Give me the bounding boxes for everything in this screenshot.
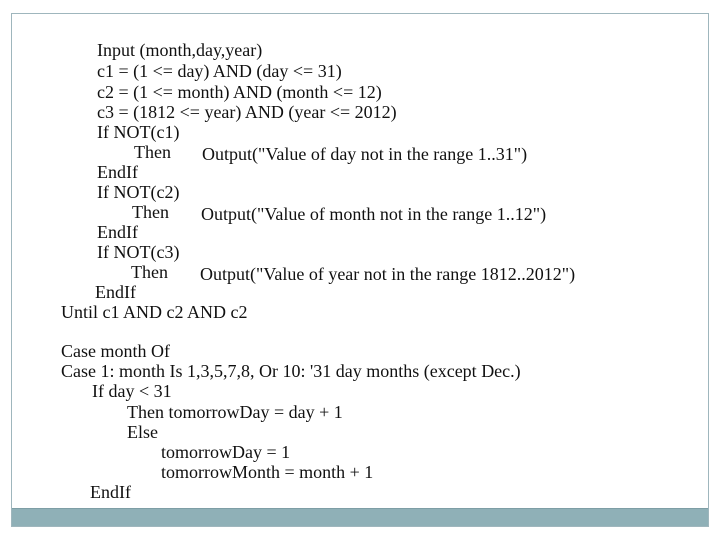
code-line: Case month Of (61, 341, 170, 361)
code-line: tomorrowDay = 1 (161, 442, 291, 462)
code-line: Case 1: month Is 1,3,5,7,8, Or 10: '31 day months (except Dec.) (61, 361, 521, 381)
pseudocode-block (12, 14, 576, 554)
code-line: EndIf (97, 162, 138, 182)
code-line: If day < 31 (92, 381, 172, 401)
code-line: Else (127, 422, 158, 442)
code-line: If NOT(c3) (97, 242, 180, 262)
code-line: If NOT(c2) (97, 182, 180, 202)
footer-bar (12, 508, 708, 526)
code-line: c1 = (1 <= day) AND (day <= 31) (97, 61, 342, 81)
code-line: EndIf (97, 222, 138, 242)
code-line: Output("Value of day not in the range 1..31") (202, 144, 528, 164)
code-line: Then (131, 262, 168, 282)
code-line: Then (134, 142, 171, 162)
code-line: tomorrowMonth = month + 1 (161, 462, 374, 482)
code-line: Output("Value of year not in the range 1812..2012") (200, 264, 576, 284)
code-line: Output("Value of month not in the range 1..12") (201, 204, 547, 224)
code-line: EndIf (95, 282, 136, 302)
slide-frame (11, 13, 709, 527)
code-line: Until c1 AND c2 AND c2 (61, 302, 248, 322)
code-line: Then tomorrowDay = day + 1 (127, 402, 343, 422)
code-line: If NOT(c1) (97, 122, 180, 142)
code-line: c2 = (1 <= month) AND (month <= 12) (97, 82, 382, 102)
code-line: EndIf (90, 482, 131, 502)
code-line: Then (132, 202, 169, 222)
code-line: Input (month,day,year) (97, 40, 263, 60)
code-line: c3 = (1812 <= year) AND (year <= 2012) (97, 102, 397, 122)
